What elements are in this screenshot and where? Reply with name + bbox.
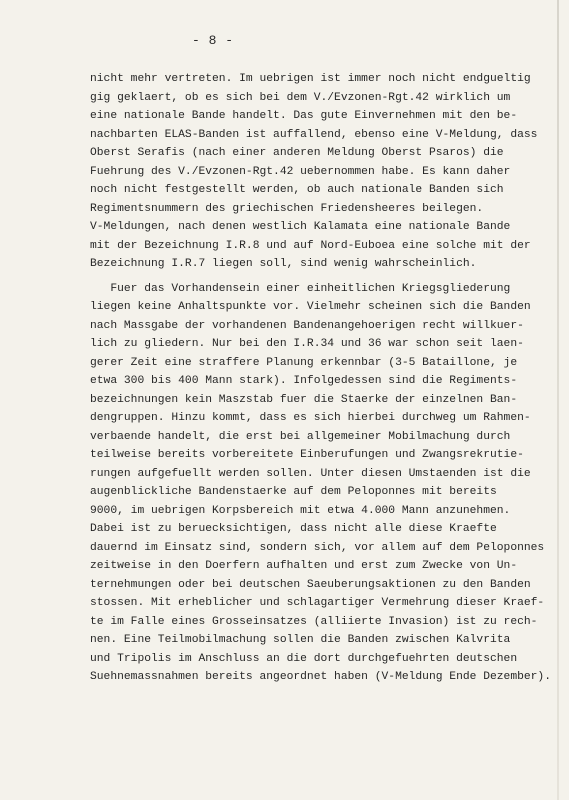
text-line: nach Massgabe der vorhandenen Bandenangehoerigen recht willkuer- bbox=[90, 319, 524, 332]
text-line: und Tripolis im Anschluss an die dort durchgefuehrten deutschen bbox=[90, 652, 518, 665]
text-line: Bezeichnung I.R.7 liegen soll, sind wenig wahrscheinlich. bbox=[90, 258, 477, 270]
text-line: nicht mehr vertreten. Im uebrigen ist immer noch nicht endgueltig bbox=[90, 73, 531, 85]
text-line: Oberst Serafis (nach einer anderen Meldung Oberst Psaros) die bbox=[90, 147, 504, 159]
text-line: nachbarten ELAS-Banden ist auffallend, ebenso eine V-Meldung, dass bbox=[90, 128, 538, 141]
text-line: stossen. Mit erheblicher und schlagartiger Vermehrung dieser Kraef- bbox=[90, 597, 545, 609]
text-line: 9000, im uebrigen Korpsbereich mit etwa 4.000 Mann anzunehmen. bbox=[90, 504, 511, 517]
text-line: rungen aufgefuellt werden sollen. Unter diesen Umstaenden ist die bbox=[90, 467, 531, 480]
text-line: V-Meldungen, nach denen westlich Kalamata eine nationale Bande bbox=[90, 221, 511, 233]
text-line: Fuehrung des V./Evzonen-Rgt.42 uebernommen habe. Es kann daher bbox=[90, 165, 511, 178]
document-body bbox=[90, 70, 560, 687]
text-line: nen. Eine Teilmobilmachung sollen die Banden zwischen Kalvrita bbox=[90, 634, 511, 646]
text-line: ternehmungen oder bei deutschen Saeuberungsaktionen zu den Banden bbox=[90, 578, 531, 591]
text-line: Dabei ist zu beruecksichtigen, dass nicht alle diese Kraefte bbox=[90, 523, 497, 535]
text-line: etwa 300 bis 400 Mann stark). Infolgedessen sind die Regiments- bbox=[90, 375, 518, 387]
text-line: verbaende handelt, die erst bei allgemeiner Mobilmachung durch bbox=[90, 430, 511, 443]
text-line: bezeichnungen kein Maszstab fuer die Staerke der einzelnen Ban- bbox=[90, 393, 518, 406]
paragraph-1 bbox=[90, 70, 560, 274]
text-line: Suehnemassnahmen bereits angeordnet haben (V-Meldung Ende Dezember). bbox=[90, 671, 551, 683]
text-line: Regimentsnummern des griechischen Friedensheeres beilegen. bbox=[90, 202, 484, 215]
text-line: mit der Bezeichnung I.R.8 und auf Nord-Euboea eine solche mit der bbox=[90, 239, 531, 252]
paragraph-2 bbox=[90, 280, 560, 687]
text-line: Fuer das Vorhandensein einer einheitlichen Kriegsgliederung bbox=[90, 282, 511, 295]
page-edge-shadow bbox=[557, 0, 559, 800]
page-number: - 8 - bbox=[192, 33, 234, 48]
text-line: noch nicht festgestellt werden, ob auch nationale Banden sich bbox=[90, 184, 504, 196]
text-line: teilweise bereits vorbereitete Einberufungen und Zwangsrekrutie- bbox=[90, 449, 524, 461]
text-line: te im Falle eines Grosseinsatzes (alliierte Invasion) ist zu rech- bbox=[90, 615, 538, 628]
text-line: dauernd im Einsatz sind, sondern sich, vor allem auf dem Peloponnes bbox=[90, 541, 545, 554]
text-line: gig geklaert, ob es sich bei dem V./Evzonen-Rgt.42 wirklich um bbox=[90, 91, 511, 104]
text-line: augenblickliche Bandenstaerke auf dem Peloponnes mit bereits bbox=[90, 486, 497, 498]
text-line: eine nationale Bande handelt. Das gute Einvernehmen mit den be- bbox=[90, 110, 518, 122]
text-line: gerer Zeit eine straffere Planung erkennbar (3-5 Bataillone, je bbox=[90, 356, 518, 369]
text-line: lich zu gliedern. Nur bei den I.R.34 und 36 war schon seit laen- bbox=[90, 338, 524, 350]
text-line: dengruppen. Hinzu kommt, dass es sich hierbei durchweg um Rahmen- bbox=[90, 412, 531, 424]
text-line: liegen keine Anhaltspunkte vor. Vielmehr scheinen sich die Banden bbox=[90, 301, 531, 313]
text-line: zeitweise in den Doerfern aufhalten und erst zum Zwecke von Un- bbox=[90, 560, 518, 572]
